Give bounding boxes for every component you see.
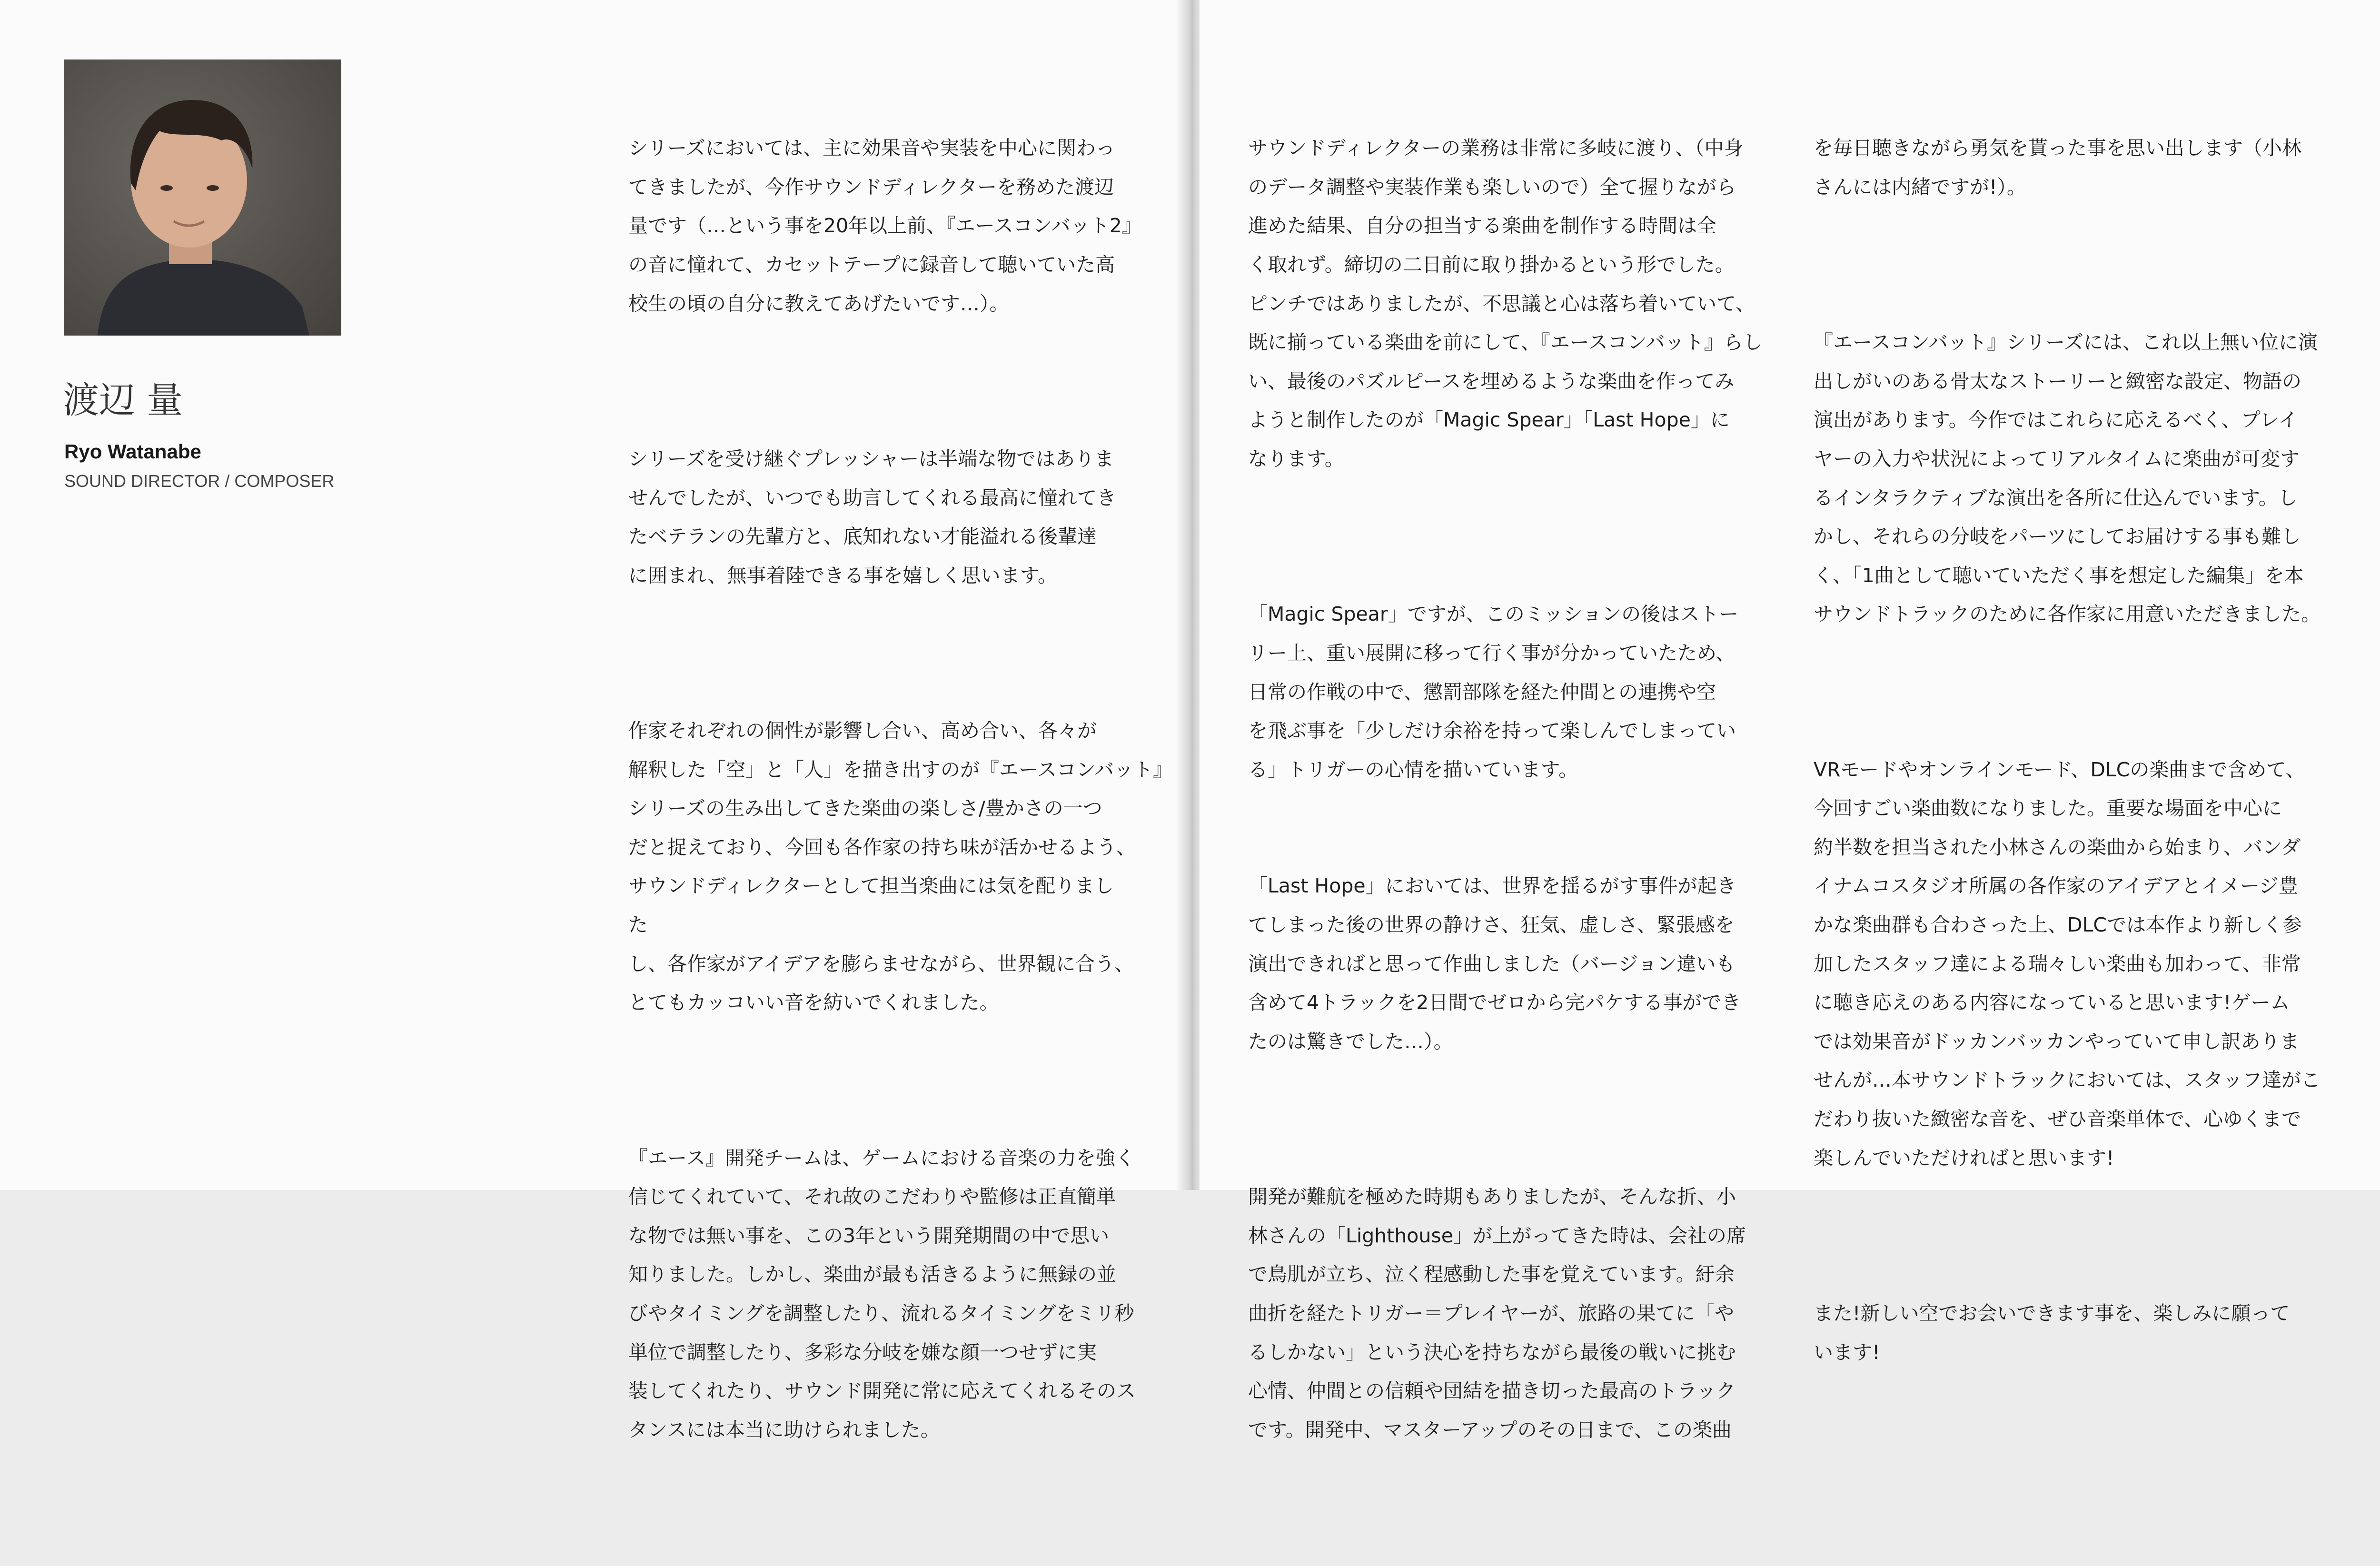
paragraph: 「Magic Spear」ですが、このミッションの後はストー リー上、重い展開に移って行く事が分かっていたため、 日常の作戦の中で、懲罰部隊を経た仲間との連携や空 を飛ぶ事を「少しだけ余裕を持って楽しんでしまってい る」トリガーの心情を描いています。 (1248, 603, 1739, 781)
paragraph: 『エースコンバット』シリーズには、これ以上無い位に演 出しがいのある骨太なストーリーと緻密な設定、物語の 演出があります。今作ではこれらに応えるべく、プレイ ヤーの入力や状況によってリアルタイムに楽曲が可変す るインタラクティブな演出を各所に仕込んでいます。し かし、それらの分岐をパーツにしてお届けする事も難し く、「1曲として聴いていただく事を想定した編集」を本 サウンドトラックのために各作家に用意いただきました。 (1814, 331, 2321, 626)
paragraph: シリーズを受け継ぐプレッシャーは半端な物ではありま せんでしたが、いつでも助言してくれる最高に憧れてき たベテランの先輩方と、底知れない才能溢れる後輩達 に囲まれ、無事着陸できる事を嬉しく思います。 (628, 447, 1116, 587)
portrait-illustration (64, 59, 341, 336)
left-page (0, 0, 1185, 1441)
paragraph: サウンドディレクターの業務は非常に多岐に渡り、（中身 のデータ調整や実装作業も楽しいので）全て握りながら 進めた結果、自分の担当する楽曲を制作する時間は全 く取れず。締切の二日前に取り掛かるという形でした。 ピンチではありましたが、不思議と心は落ち着いていて、 既に揃っている楽曲を前にして、『エースコンバット』らし い、最後のパズルピースを埋めるような楽曲を作ってみ ようと制作したのが「Magic Spear」「Last Hope」に なります。 (1248, 137, 1763, 470)
role-title: SOUND DIRECTOR / COMPOSER (64, 471, 335, 491)
paragraph: シリーズにおいては、主に効果音や実装を中心に関わっ てきましたが、今作サウンドディレクターを務めた渡辺 量です（…という事を20年以上前、『エースコンバット2』 の音に憧れて、カセットテープに録音して聴いていた高 校生の頃の自分に教えてあげたいです…）。 (628, 137, 1141, 315)
paragraph: VRモードやオンラインモード、DLCの楽曲まで含めて、 今回すごい楽曲数になりました。重要な場面を中心に 約半数を担当された小林さんの楽曲から始まり、バンダ イナムコスタジオ所属の各作家のアイデアとイメージ豊 かな楽曲群も合わさった上、DLCでは本作より新しく参 加したスタッフ達による瑞々しい楽曲も加わって、非常 に聴き応えのある内容になっていると思います!ゲーム では効果音がドッカンバッカンやっていて申し訳ありま せんが…本サウンドトラックにおいては、スタッフ達がこ だわり抜いた緻密な音を、ぜひ音楽単体で、心ゆくまで 楽しんでいただければと思います! (1814, 758, 2321, 1170)
paragraph: を毎日聴きながら勇気を貰った事を思い出します（小林 さんには内緒ですが!）。 (1814, 137, 2301, 198)
paragraph: 開発が難航を極めた時期もありましたが、そんな折、小 林さんの「Lighthouse」が上がってきた時は、会社の席 で鳥肌が立ち、泣く程感動した事を覚えています。紆余 曲折を経たトリガー＝プレイヤーが、旅路の果てに「や るしかない」という決心を持ちながら最後の戦いに挑む 心情、仲間との信頼や団結を描き切った最高のトラック です。開発中、マスターアップのその日まで、この楽曲 (1248, 1185, 1746, 1441)
paragraph: 作家それぞれの個性が影響し合い、高め合い、各々が 解釈した「空」と「人」を描き出すのが『エースコンバット』 シリーズの生み出してきた楽曲の楽しさ/豊かさの一つ だと捉えており、今回も各作家の持ち味が活かせるよう、 サウンドディレクターとして担当楽曲には気を配りまし た し、各作家がアイデアを膨らませながら、世界観に合う、 とてもカッコいい音を紡いでくれました。 (628, 719, 1173, 1014)
text-column-3 (1814, 51, 2320, 1449)
paragraph: 『エース』開発チームは、ゲームにおける音楽の力を強く 信じてくれていて、それ故のこだわりや監修は正直簡単 な物では無い事を、この3年という開発期間の中で思い 知りました。しかし、楽曲が最も活きるように無録の並 びやタイミングを調整したり、流れるタイミングをミリ秒 単位で調整したり、多彩な分岐を嫌な顔一つせずに実 装してくれたり、サウンド開発に常に応えてくれるそのス タンスには本当に助けられました。 (628, 1146, 1136, 1441)
text-column-1 (628, 51, 1172, 1566)
text-column-2 (1248, 51, 1763, 1527)
name-japanese: 渡辺 量 (63, 379, 183, 421)
paragraph: 「Last Hope」においては、世界を揺るがす事件が起き てしまった後の世界の静けさ、狂気、虚しさ、緊張感を 演出できればと思って作曲しました（バージョン違いも 含めて4トラックを2日間でゼロから完パケする事ができ たのは驚きでした…）。 (1248, 874, 1741, 1053)
paragraph: また!新しい空でお会いできます事を、楽しみに願って います! (1814, 1302, 2290, 1364)
portrait-photo (64, 59, 341, 336)
name-english: Ryo Watanabe (64, 440, 201, 463)
